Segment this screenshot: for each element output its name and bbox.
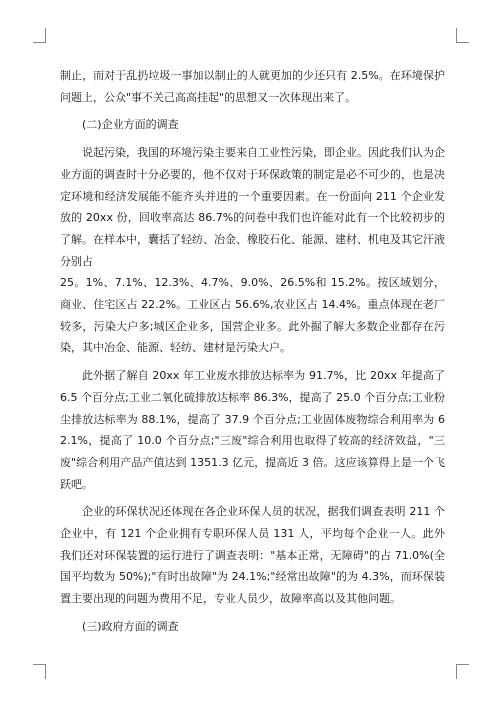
crop-mark-bottom-left <box>33 664 46 679</box>
section-heading-government: (三)政府方面的调查 <box>82 619 179 633</box>
crop-mark-top-right <box>456 28 469 43</box>
paragraph-enterprise-survey: 说起污染，我国的环境污染主要来自工业性污染，即企业。因此我们认为企业方面的调查时十分必要的，他不仅对于环保政策的制定是必不可少的，也是决定环境和经济发展能不能齐头并进的一个重要因素。在一份面向 211 个企业发放的 20xx 份，回收率高达 86.7%的问卷中我们也许能对此有一个比较初步的了解。在样本中，囊括了轻纺、冶金、橡胶石化、能源、建材、机电及其它汗液分别占 <box>60 146 445 268</box>
crop-mark-bottom-right <box>456 664 469 679</box>
paragraph-emission-rates: 此外据了解自 20xx 年工业废水排放达标率为 91.7%，比 20xx 年提高了 6.5 个百分点;工业二氧化硫排放达标率 86.3%，提高了 25.0 个百分点;工业粉尘排放达标率为 88.1%，提高了 37.9 个百分点;工业固体废物综合利用率为 62.1%，提高了 10.0 个百分点;"三废"综合利用也取得了较高的经济效益，"三废"综合利用产品产值达到 1351.3 亿元，提高近 3 倍。这应该算得上是一个飞跃吧。 <box>60 369 445 491</box>
paragraph-environmental-staff: 企业的环保状况还体现在各企业环保人员的状况，据我们调查表明 211 个企业中，有 121 个企业拥有专职环保人员 131 人，平均每个企业一人。此外我们还对环保装置的运行进行了调查表明："基本正常，无障碍"的占 71.0%(全国平均数为 50%);"有时出故障"为 24.1%;"经常出故障"的为 4.3%，而环保装置主要出现的问题为费用不足，专业人员少，故障率高以及其他问题。 <box>60 505 445 606</box>
paragraph-enterprise-distribution: 25。1%、7.1%、12.3%、4.7%、9.0%、26.5%和 15.2%。按区域划分，商业、住宅区占 22.2%。工业区占 56.6%,农业区占 14.4%。重点体现在老厂较多，污染大户多;城区企业多，国营企业多。此外掘了解大多数企业都存在污染，其中冶金、能源、轻纺、建材是污染大户。 <box>60 276 445 355</box>
crop-mark-top-left <box>33 28 46 43</box>
paragraph-continuation: 制止，而对于乱扔垃圾一事加以制止的人就更加的少还只有 2.5%。在环境保护问题上，公众"事不关己高高挂起"的思想又一次体现出来了。 <box>60 69 445 104</box>
section-heading-enterprise: (二)企业方面的调查 <box>82 118 179 132</box>
document-body <box>60 65 445 638</box>
